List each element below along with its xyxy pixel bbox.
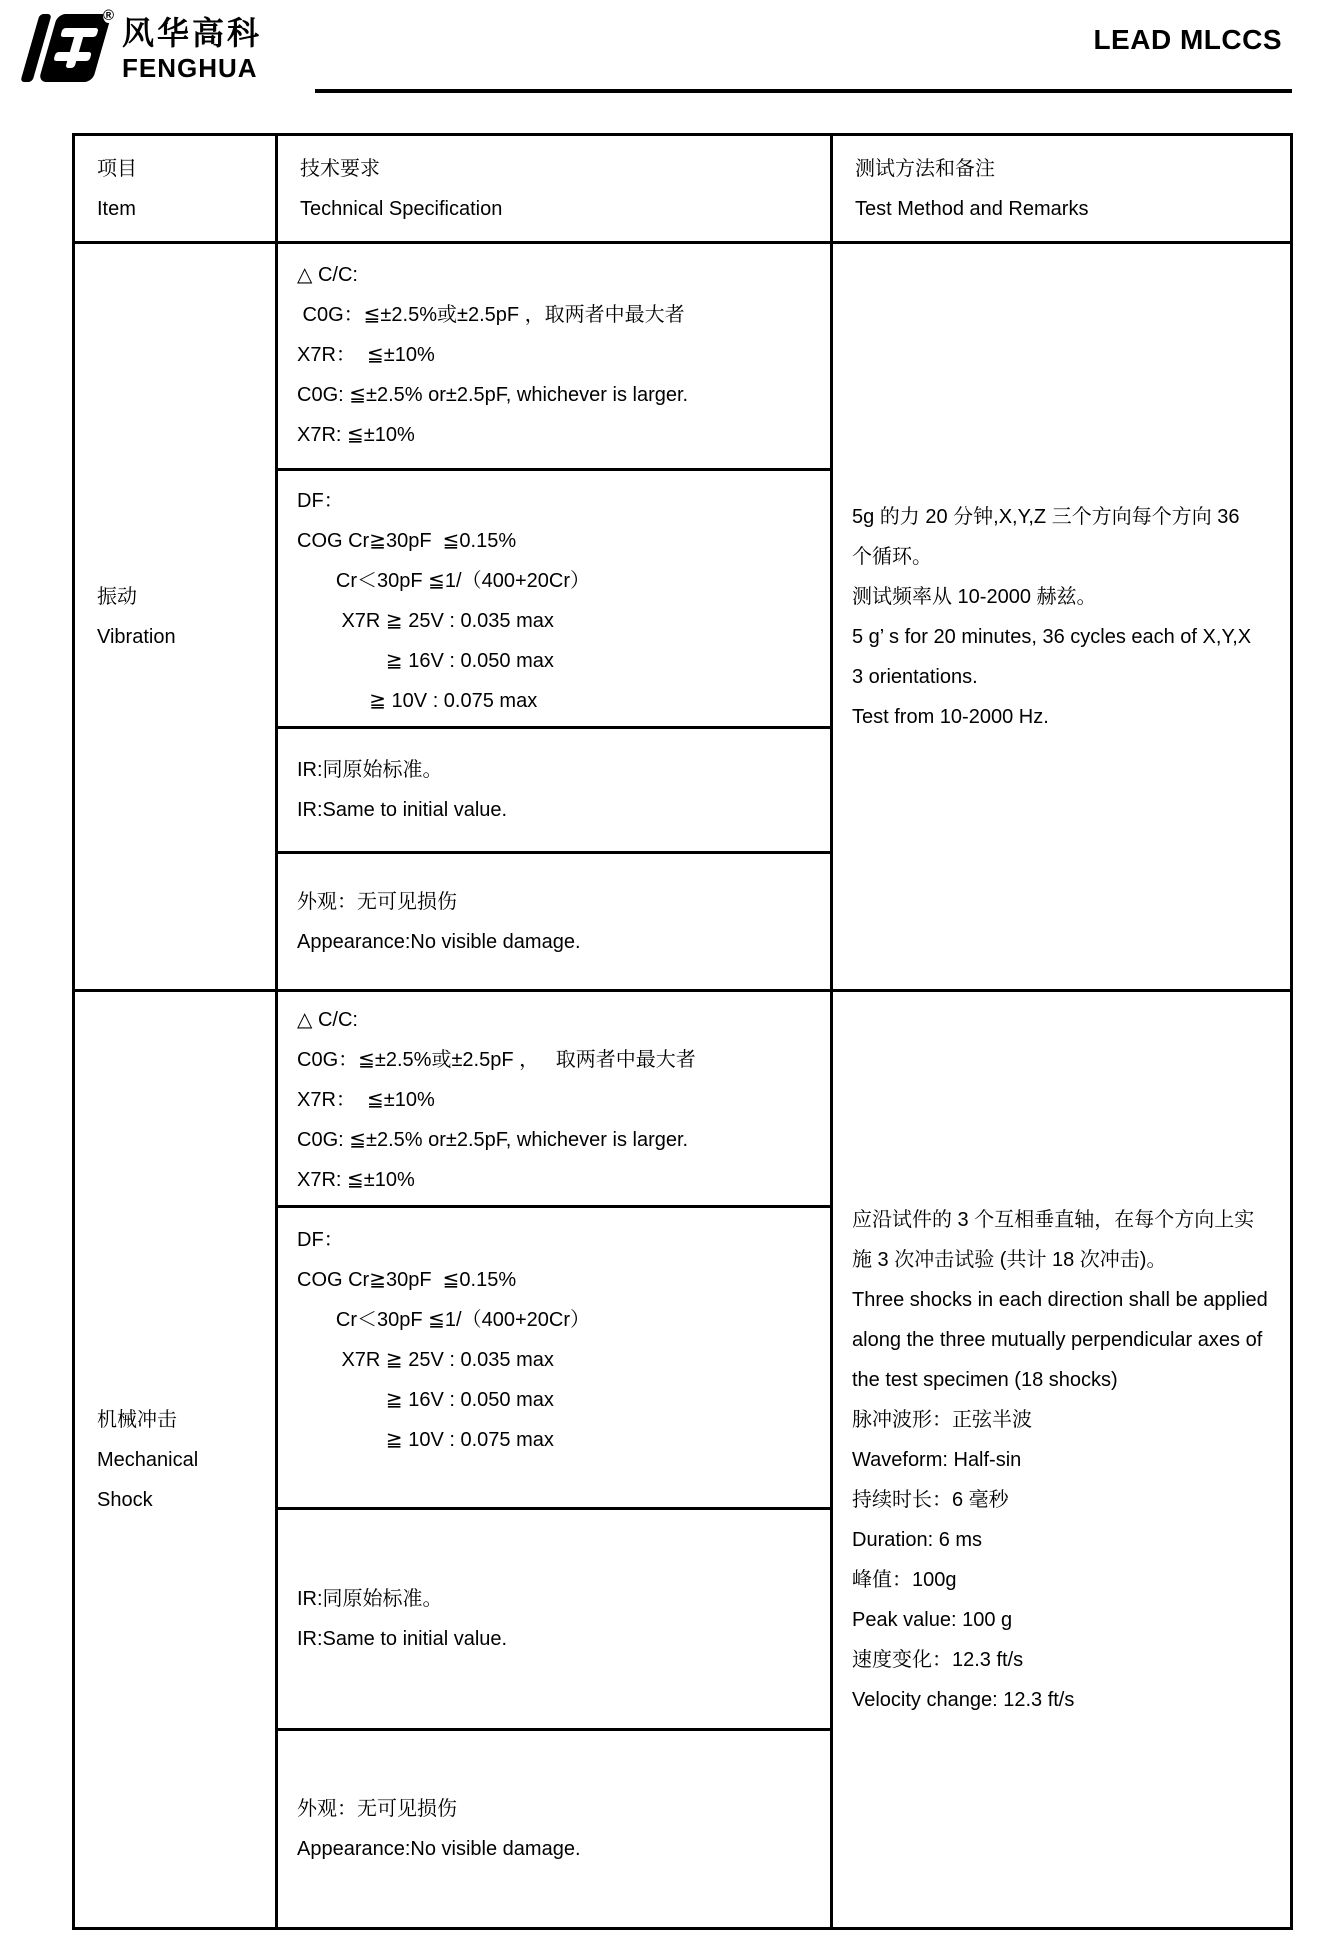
text-line: △ C/C:: [297, 264, 358, 286]
text-line: DF：: [297, 490, 344, 512]
text-line: Vibration: [97, 625, 176, 648]
item-cell-vibration: [75, 244, 278, 992]
text-line: 应沿试件的 3 个互相垂直轴，在每个方向上实: [852, 1208, 1255, 1231]
text-line: 外观：无可见损伤: [297, 890, 457, 913]
text-line: Test from 10-2000 Hz.: [852, 705, 1049, 728]
fenghua-logo-icon: [28, 7, 114, 88]
method-cell-mechanical-shock: [833, 992, 1290, 1927]
col-header-item: [75, 136, 278, 244]
text-line: 脉冲波形：正弦半波: [852, 1408, 1032, 1431]
col-header-spec-cn: 技术要求: [300, 157, 380, 180]
text-line: 速度变化：12.3 ft/s: [852, 1648, 1024, 1671]
text-line: Peak value: 100 g: [852, 1608, 1013, 1631]
text-line: IR:同原始标准。: [297, 759, 443, 781]
text-line: ≧ 10V : 0.075 max: [297, 690, 538, 712]
text-line: Waveform: Half-sin: [852, 1448, 1022, 1471]
text-line: ≧ 16V : 0.050 max: [297, 650, 554, 672]
logo-monogram-shape: [38, 14, 111, 82]
method-cell-vibration: [833, 244, 1290, 992]
text-line: IR:Same to initial value.: [297, 799, 508, 821]
text-line: X7R ≧ 25V : 0.035 max: [297, 610, 554, 632]
brand-name-chinese: 风华高科: [122, 15, 263, 51]
text-line: Duration: 6 ms: [852, 1528, 983, 1551]
text-line: Velocity change: 12.3 ft/s: [852, 1688, 1075, 1711]
text-line: △ C/C:: [297, 1009, 358, 1031]
text-line: ≧ 10V : 0.075 max: [297, 1429, 554, 1451]
text-line: X7R: ≦±10%: [297, 424, 415, 446]
text-line: 个循环。: [852, 545, 932, 568]
text-line: COG Cr≧30pF ≦0.15%: [297, 1269, 517, 1291]
text-line: Three shocks in each direction shall be applied: [852, 1288, 1268, 1311]
text-line: 振动: [97, 585, 137, 608]
text-line: 5 g’ s for 20 minutes, 36 cycles each of X,Y,X: [852, 625, 1252, 648]
fenghua-logo: [28, 7, 263, 88]
text-line: C0G: ≦±2.5% or±2.5pF, whichever is larger.: [297, 1129, 689, 1151]
col-header-method-cn: 测试方法和备注: [855, 157, 995, 180]
text-line: ≧ 16V : 0.050 max: [297, 1389, 554, 1411]
spec-df-cell: [278, 471, 830, 729]
text-line: IR:Same to initial value.: [297, 1628, 508, 1650]
text-line: X7R: ≦±10%: [297, 1169, 415, 1191]
text-line: Appearance:No visible damage.: [297, 930, 581, 953]
col-header-method-en: Test Method and Remarks: [855, 197, 1089, 220]
text-line: X7R： ≦±10%: [297, 344, 435, 366]
doc-title: LEAD MLCCS: [1093, 24, 1282, 55]
spec-ir-cell: [278, 729, 830, 854]
page-header: [0, 0, 1344, 133]
col-header-spec-en: Technical Specification: [300, 197, 503, 220]
spec-capacitance-change-cell: [278, 244, 830, 471]
spec-appearance-cell: [278, 1731, 830, 1927]
registered-trademark-icon: ®: [102, 7, 114, 24]
spec-capacitance-change-cell: [278, 992, 830, 1208]
text-line: the test specimen (18 shocks): [852, 1368, 1118, 1391]
text-line: X7R： ≦±10%: [297, 1089, 435, 1111]
text-line: DF：: [297, 1229, 344, 1251]
text-line: 机械冲击: [97, 1408, 177, 1431]
text-line: COG Cr≧30pF ≦0.15%: [297, 530, 517, 552]
text-line: 5g 的力 20 分钟,X,Y,Z 三个方向每个方向 36: [852, 505, 1240, 528]
text-line: 峰值：100g: [852, 1568, 957, 1591]
logo-text: [122, 10, 262, 83]
text-line: Cr＜30pF ≦1/（400+20Cr）: [297, 1309, 590, 1331]
text-line: 外观：无可见损伤: [297, 1798, 457, 1820]
text-line: Appearance:No visible damage.: [297, 1838, 581, 1860]
text-line: 测试频率从 10-2000 赫兹。: [852, 585, 1097, 608]
spec-appearance-cell: [278, 854, 830, 989]
col-header-item-cn: 项目: [97, 157, 137, 180]
text-line: C0G：≦±2.5%或±2.5pF ，取两者中最大者: [297, 304, 685, 326]
spec-ir-cell: [278, 1510, 830, 1731]
col-header-item-en: Item: [97, 197, 136, 220]
spec-table: [72, 133, 1293, 1930]
col-header-method: [833, 136, 1290, 244]
col-header-spec: [278, 136, 833, 244]
text-line: Cr＜30pF ≦1/（400+20Cr）: [297, 570, 590, 592]
text-line: Shock: [97, 1488, 153, 1511]
header-divider-line: [315, 89, 1292, 93]
text-line: 持续时长：6 毫秒: [852, 1488, 1009, 1511]
text-line: C0G：≦±2.5%或±2.5pF ， 取两者中最大者: [297, 1049, 696, 1071]
text-line: C0G: ≦±2.5% or±2.5pF, whichever is larger.: [297, 384, 689, 406]
text-line: along the three mutually perpendicular axes of: [852, 1328, 1263, 1351]
item-cell-mechanical-shock: [75, 992, 278, 1927]
brand-name-english: FENGHUA: [122, 53, 258, 84]
text-line: IR:同原始标准。: [297, 1588, 443, 1610]
spec-cell-mechanical-shock: [278, 992, 833, 1927]
text-line: Mechanical: [97, 1448, 199, 1471]
text-line: X7R ≧ 25V : 0.035 max: [297, 1349, 554, 1371]
text-line: 施 3 次冲击试验 (共计 18 次冲击)。: [852, 1248, 1167, 1271]
text-line: 3 orientations.: [852, 665, 978, 688]
spec-cell-vibration: [278, 244, 833, 992]
spec-df-cell: [278, 1208, 830, 1510]
